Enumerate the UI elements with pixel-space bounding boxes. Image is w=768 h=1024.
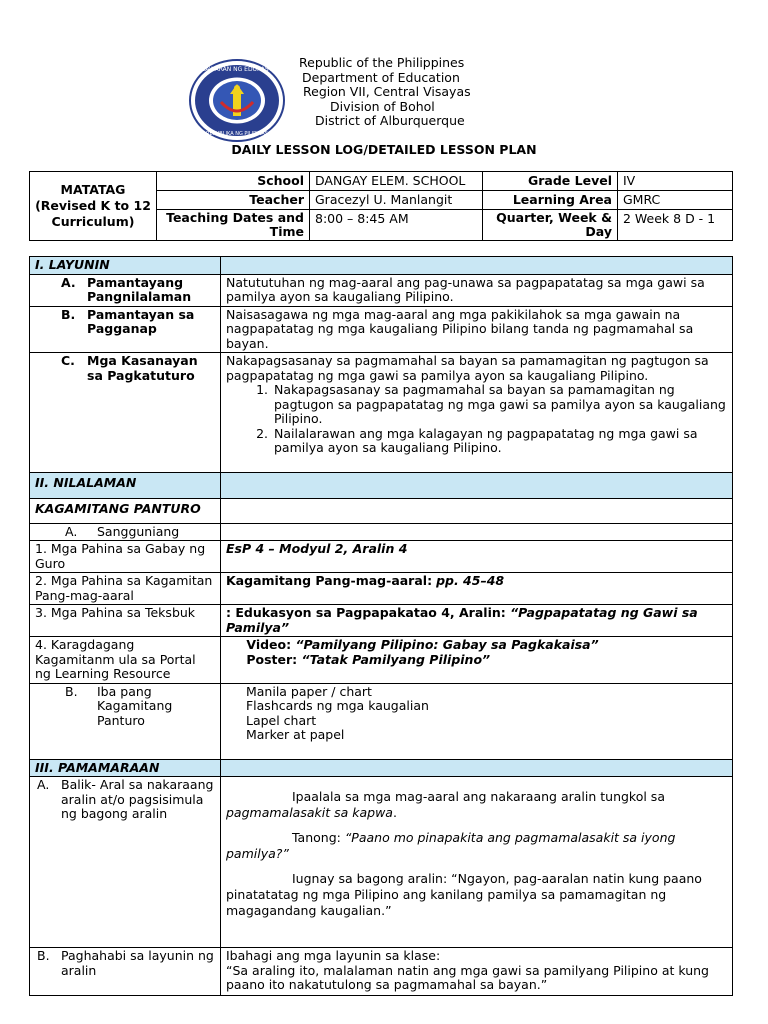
row-text: Nakapagsasanay sa pagmamahal sa bayan sa pamamagitan ng pagtugon sa pagpapatatag ng mga gawi sa pamilya ayon sa kaugaliang Pilipino. — [226, 353, 709, 383]
school-label: School — [157, 172, 310, 191]
objectives-list — [226, 383, 727, 456]
row-label: 1. Mga Pahina sa Gabay ng Guro — [30, 541, 221, 573]
item-marker: A. — [37, 777, 50, 792]
row-label: Paghahabi sa layunin ng aralin — [61, 948, 214, 978]
row-label: 4. Karagdagang Kagamitanm ula sa Portal ng Learning Resource — [30, 637, 221, 684]
paragraph-text: Ibahagi ang mga layunin sa klase: — [226, 948, 441, 963]
paragraph-italic: “Paano mo pinapakita ang pagmamalasakit sa iyong pamilya?” — [226, 830, 676, 861]
item-marker: C. — [61, 353, 75, 368]
row-label: 2. Mga Pahina sa Kagamitan Pang-mag-aaral — [30, 573, 221, 605]
resource-label: Poster: — [246, 651, 298, 667]
seal-text-bottom: REPUBLIKA NG PILIPINAS — [206, 131, 268, 137]
list-item: Lapel chart — [245, 712, 317, 728]
table-row — [30, 274, 733, 306]
row-label: Iba pang Kagamitang Panturo — [97, 683, 173, 728]
paragraph-text: Iugnay sa bagong aralin: “Ngayon, pag-aaralan natin kung paano pinatatatag ng mga Pilipino ang kanilang pamilya sa pamamagitan ng magagandang kaugalian.” — [226, 871, 702, 918]
teaching-dates-value: 8:00 – 8:45 AM — [310, 210, 483, 241]
learning-area-label: Learning Area — [483, 191, 618, 210]
row-label: Balik- Aral sa nakaraang aralin at/o pagsisimula ng bagong aralin — [61, 777, 214, 821]
row-label: Pamantayan sa Pagganap — [87, 306, 195, 336]
header-line: Department of Education — [302, 69, 460, 85]
list-item: 2. Nailalarawan ang mga kalagayan ng pagpapatatag ng mga gawi sa pamilya ayon sa kaugaliang Pilipino. — [272, 427, 727, 456]
kagamitan-heading: KAGAMITANG PANTURO — [30, 499, 221, 524]
list-item: Marker at papel — [245, 727, 345, 742]
deped-seal — [188, 58, 286, 143]
section-row-nilalaman — [30, 472, 733, 499]
row-value: EsP 4 – Modyul 2, Aralin 4 — [221, 541, 733, 573]
header-lines — [292, 56, 492, 129]
teacher-label: Teacher — [157, 191, 310, 210]
resource-label: Video: — [246, 637, 292, 652]
grade-level-label: Grade Level — [483, 172, 618, 191]
quarter-week-day-label: Quarter, Week & Day — [483, 210, 618, 241]
item-marker: B. — [65, 683, 78, 699]
paragraph-italic: pagmamalasakit sa kapwa — [226, 805, 393, 820]
header-line: Division of Bohol — [330, 98, 435, 114]
school-value: DANGAY ELEM. SCHOOL — [310, 172, 483, 191]
item-marker: A. — [65, 523, 78, 539]
row-label: Mga Kasanayan sa Pagkatuturo — [87, 353, 198, 383]
row-label: Pamantayang Pangnilalaman — [87, 274, 192, 304]
paragraph-text: Ipaalala sa mga mag-aaral ang nakaraang aralin tungkol sa — [291, 789, 665, 804]
info-table — [29, 171, 733, 241]
row-value: Kagamitang Pang-mag-aaral: — [226, 573, 433, 588]
table-row — [30, 573, 733, 605]
learning-area-value: GMRC — [618, 191, 733, 210]
lesson-plan-table — [29, 256, 733, 996]
table-row — [30, 683, 733, 759]
row-value-title: “Pagpapatatag ng Gawi sa Pamilya” — [226, 605, 698, 635]
item-marker: B. — [37, 948, 50, 963]
paragraph-text: Tanong: — [291, 830, 345, 845]
document-title: DAILY LESSON LOG/DETAILED LESSON PLAN — [231, 142, 537, 157]
resource-value: “Pamilyang Pilipino: Gabay sa Pagkakaisa” — [295, 637, 599, 652]
list-item: Manila paper / chart — [245, 683, 372, 699]
table-row — [30, 306, 733, 353]
item-marker: A. — [61, 274, 76, 290]
table-row — [30, 541, 733, 573]
resource-value: “Tatak Pamilyang Pilipino” — [301, 651, 491, 667]
table-row — [30, 637, 733, 684]
row-text: Natututuhan ng mag-aaral ang pag-unawa sa pagpapatatag sa mga gawi sa pamilya ayon sa kaugaliang Pilipino. — [221, 274, 733, 306]
table-row — [30, 353, 733, 473]
quarter-week-day-value: 2 Week 8 D - 1 — [618, 210, 733, 241]
table-row: A. Balik- Aral sa nakaraang aralin at/o pagsisimula ng bagong aralin Ipaalala sa mga mag-aaral ang nakaraang aralin tungkol sa pagmamalasakit sa kapwa. Tanong: “Paano mo pinapakita ang pagmamalasakit sa iyong pamilya?” Iugnay sa bagong aralin: “Ngayon, pag-aaralan natin kung paano pinatatatag ng mga Pilipino ang kanilang pamilya sa pamamagitan ng magagandang kaugalian.” — [30, 777, 733, 948]
header-line: District of Alburquerque — [315, 113, 465, 128]
header-line: Republic of the Philippines — [299, 55, 465, 70]
matatag-label: MATATAG (Revised K to 12 Curriculum) — [30, 172, 157, 241]
seal-text-top: KAGAWARAN NG EDUKASYON — [192, 66, 282, 73]
row-value: : Edukasyon sa Pagpapakatao 4, Aralin: — [226, 605, 511, 620]
teaching-dates-label: Teaching Dates and Time — [157, 210, 310, 241]
list-item: Flashcards ng mga kaugalian — [245, 698, 429, 713]
row-text: Naisasagawa ng mga mag-aaral ang mga pakikilahok sa mga gawain na nagpapatatag ng mga kaugaliang Pilipino bilang tanda ng pagmamahal sa bayan. — [221, 306, 733, 353]
table-row — [30, 499, 733, 524]
table-row — [30, 948, 733, 996]
paragraph-text: “Sa araling ito, malalaman natin ang mga gawi sa pamilyang Pilipino at kung paano ito nakatutulong sa pagmamahal sa bayan.” — [226, 962, 709, 992]
table-row — [30, 605, 733, 637]
header-line: Region VII, Central Visayas — [303, 84, 471, 99]
row-label: Sangguniang — [97, 523, 180, 539]
item-marker: B. — [61, 306, 76, 322]
section-row-layunin — [30, 257, 733, 275]
section-title: II. NILALAMAN — [30, 472, 221, 499]
grade-level-value: IV — [618, 172, 733, 191]
teacher-value: Gracezyl U. Manlangit — [310, 191, 483, 210]
row-value-pages: pp. 45–48 — [436, 573, 505, 588]
section-title: I. LAYUNIN — [30, 257, 221, 275]
section-row-pamamaraan — [30, 759, 733, 777]
table-row — [30, 523, 733, 541]
list-item: 1. Nakapagsasanay sa pagmamahal sa bayan sa pamamagitan ng pagtugon sa pagpapatatag ng mga gawi sa pamilya ayon sa kaugaliang Pilipino. — [272, 383, 727, 427]
row-label: 3. Mga Pahina sa Teksbuk — [30, 605, 221, 637]
section-title: III. PAMAMARAAN — [30, 759, 221, 777]
